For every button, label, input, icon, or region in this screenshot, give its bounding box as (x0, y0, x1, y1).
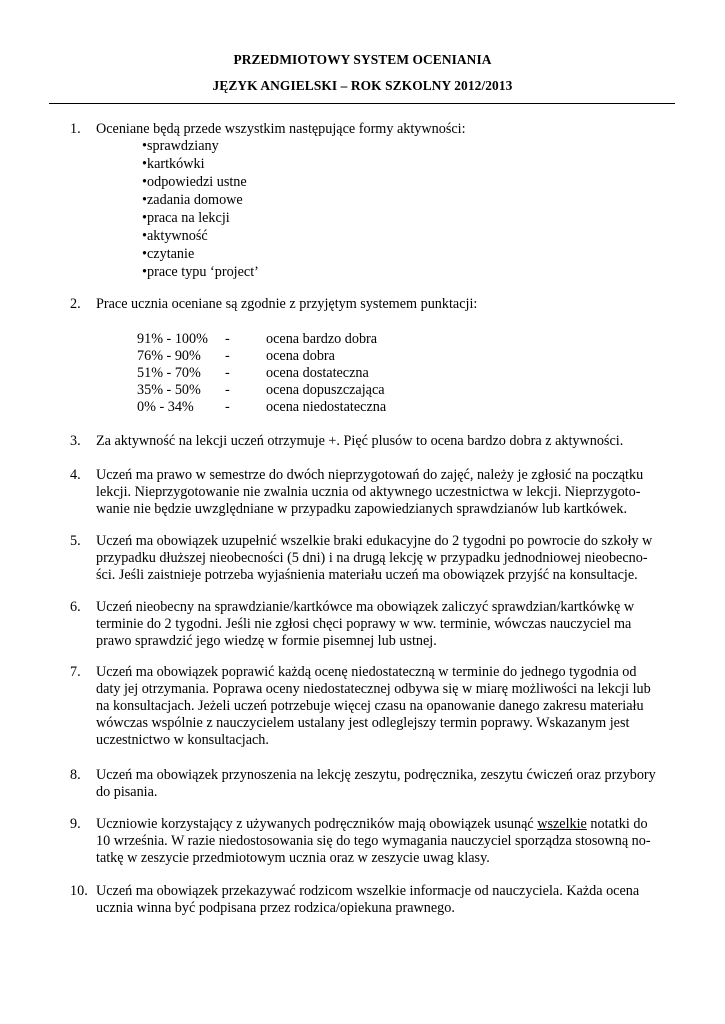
item-number: 3. (70, 433, 81, 449)
text-line: uczestnictwo w konsultacjach. (96, 732, 269, 748)
rule-text (96, 883, 672, 917)
item-number: 10. (70, 883, 88, 899)
text-line: prawo sprawdzić jego wiedzę w formie pisemnej lub ustnej. (96, 633, 437, 649)
grade-row (137, 399, 537, 416)
list-item: • zadania domowe (70, 192, 259, 210)
text-line: ści. Jeśli zaistnieje potrzeba wyjaśnienia materiału uczeń ma obowiązek przyjść na konsultacje. (96, 567, 638, 583)
rule-text (96, 599, 672, 650)
item-number: 2. (70, 296, 81, 312)
header-divider (49, 103, 675, 104)
grade-dash: - (225, 331, 230, 347)
text-line: wówczas wspólnie z nauczycielem ustalany jest odleglejszy termin poprawy. Wskazanym jest (96, 715, 630, 731)
grade-range: 0% - 34% (137, 399, 194, 415)
document-title: PRZEDMIOTOWY SYSTEM OCENIANIA (233, 52, 492, 67)
text-segment: notatki do (590, 816, 648, 832)
text-line: Uczeń ma obowiązek przynoszenia na lekcję zeszytu, podręcznika, zeszytu ćwiczeń oraz przybory (96, 767, 656, 783)
text-line: na konsultacjach. Jeżeli uczeń potrzebuje więcej czasu na opanowanie danego zakresu materiału (96, 698, 644, 714)
rule-text (96, 816, 672, 867)
grade-row (137, 365, 537, 382)
list-item: • praca na lekcji (70, 210, 259, 228)
grade-name: ocena dobra (266, 348, 335, 364)
list-item: • odpowiedzi ustne (70, 174, 259, 192)
grade-dash: - (225, 348, 230, 364)
rule-text (96, 467, 672, 518)
rule-text (96, 433, 672, 450)
rule-text (96, 533, 672, 584)
grade-range: 35% - 50% (137, 382, 201, 398)
rule-text (96, 767, 672, 801)
text-line: 10 września. W razie niedostosowania się do tego wymagania nauczyciel sporządza stosowną no- (96, 833, 651, 849)
text-line: wanie nie będzie uwzględniane w przypadku zapowiedzianych sprawdzianów lub kartkówek. (96, 501, 628, 517)
item-number: 6. (70, 599, 81, 615)
item-number: 4. (70, 467, 81, 483)
grade-range: 51% - 70% (137, 365, 201, 381)
activity-list (70, 138, 259, 282)
text-line: tatkę w zeszycie przedmiotowym ucznia oraz w zeszycie uwag klasy. (96, 850, 490, 866)
text-line (96, 816, 672, 833)
text-line: Uczeń nieobecny na sprawdzianie/kartkówce ma obowiązek zaliczyć sprawdzian/kartkówkę w (96, 599, 635, 615)
list-item: • aktywność (70, 228, 259, 246)
grade-row (137, 331, 537, 348)
text-line: Uczeń ma obowiązek poprawić każdą ocenę niedostateczną w terminie do jednego tygodnia od (96, 664, 637, 680)
section-1-intro: Oceniane będą przede wszystkim następujące formy aktywności: (96, 121, 466, 137)
text-line: Uczeń ma prawo w semestrze do dwóch nieprzygotowań do zajęć, należy je zgłosić na początku (96, 467, 644, 483)
text-line: lekcji. Nieprzygotowanie nie zwalnia ucznia od aktywnego uczestnictwa w lekcji. Nieprzygoto- (96, 484, 641, 500)
grade-range: 91% - 100% (137, 331, 208, 347)
grade-row (137, 382, 537, 399)
text-segment: Uczniowie korzystający z używanych podręczników mają obowiązek usunąć (96, 816, 534, 832)
text-line: Uczeń ma obowiązek przekazywać rodzicom wszelkie informacje od nauczyciela. Każda ocena (96, 883, 640, 899)
text-line: do pisania. (96, 784, 158, 800)
rule-text (96, 664, 672, 749)
item-number: 5. (70, 533, 81, 549)
grade-dash: - (225, 399, 230, 415)
list-item: • czytanie (70, 246, 259, 264)
item-number: 1. (70, 121, 81, 137)
grade-range: 76% - 90% (137, 348, 201, 364)
grade-name: ocena dopuszczająca (266, 382, 385, 398)
text-line: terminie do 2 tygodni. Jeśli nie zgłosi chęci poprawy w ww. terminie, wówczas nauczyciel ma (96, 616, 632, 632)
grade-name: ocena bardzo dobra (266, 331, 378, 347)
grade-dash: - (225, 382, 230, 398)
text-line: daty jej otrzymania. Poprawa oceny niedostatecznej odbywa się w miarę możliwości na lekcji lub (96, 681, 651, 697)
grade-name: ocena dostateczna (266, 365, 369, 381)
text-line: ucznia winna być podpisana przez rodzica/opiekuna prawnego. (96, 900, 455, 916)
list-item: • sprawdziany (70, 138, 259, 156)
grade-row (137, 348, 537, 365)
document-subtitle: JĘZYK ANGIELSKI – ROK SZKOLNY 2012/2013 (212, 78, 513, 93)
text-line: przypadku dłuższej nieobecności (5 dni) i na drugą lekcję w przypadku jednodniowej nieobecno- (96, 550, 648, 566)
text-line: Uczeń ma obowiązek uzupełnić wszelkie braki edukacyjne do 2 tygodni po powrocie do szkoły w (96, 533, 653, 549)
item-number: 7. (70, 664, 81, 680)
grade-name: ocena niedostateczna (266, 399, 387, 415)
grade-dash: - (225, 365, 230, 381)
list-item: • kartkówki (70, 156, 259, 174)
item-number: 9. (70, 816, 81, 832)
section-2-intro: Prace ucznia oceniane są zgodnie z przyjętym systemem punktacji: (96, 296, 478, 312)
text-line: Za aktywność na lekcji uczeń otrzymuje +. Pięć plusów to ocena bardzo dobra z aktywności. (96, 433, 624, 449)
underlined-word: wszelkie (537, 816, 587, 832)
item-number: 8. (70, 767, 81, 783)
list-item: • prace typu ‘project’ (70, 264, 259, 282)
